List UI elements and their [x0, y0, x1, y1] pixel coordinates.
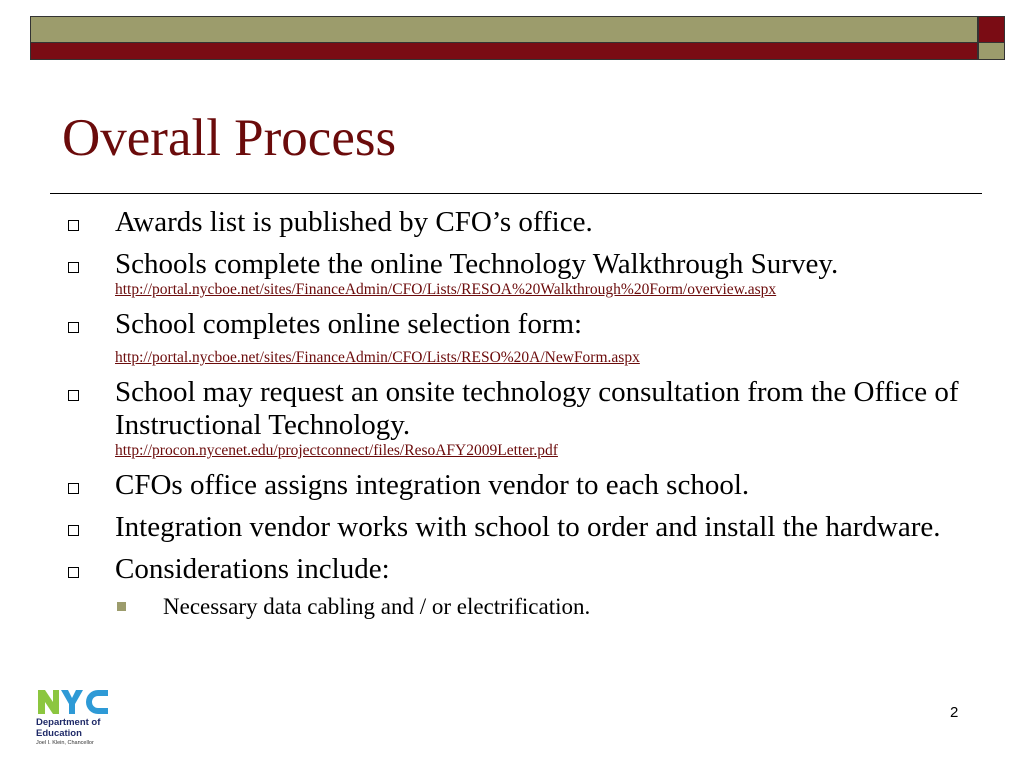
logo-education-line: Education [36, 728, 82, 739]
decor-corner-maroon [978, 16, 1005, 43]
sub-bullet-text: Necessary data cabling and / or electrification. [163, 594, 591, 619]
filled-square-bullet-icon [117, 602, 126, 611]
walkthrough-form-link[interactable]: http://portal.nycboe.net/sites/FinanceAdmin/CFO/Lists/RESOA%20Walkthrough%20Form/overview.aspx [115, 281, 777, 298]
bullet-item [68, 308, 998, 367]
hollow-square-bullet-icon [68, 322, 79, 333]
bullet-item [68, 248, 998, 299]
bullet-text: Awards list is published by CFO’s office. [115, 206, 593, 238]
selection-form-link[interactable]: http://portal.nycboe.net/sites/FinanceAdmin/CFO/Lists/RESO%20A/NewForm.aspx [115, 349, 640, 366]
decor-band-maroon [30, 43, 978, 60]
decor-band-olive [30, 16, 978, 43]
top-decor-band [30, 16, 978, 60]
logo-department-line: Department of [36, 717, 101, 728]
bullet-text: CFOs office assigns integration vendor to each school. [115, 469, 750, 501]
bullet-text: Integration vendor works with school to order and install the hardware. [115, 511, 941, 543]
bullet-item [68, 511, 998, 544]
title-divider [50, 193, 982, 194]
decor-corner-olive [978, 43, 1005, 60]
reso-letter-link[interactable]: http://procon.nycenet.edu/projectconnect/files/ResoAFY2009Letter.pdf [115, 442, 558, 459]
hollow-square-bullet-icon [68, 220, 79, 231]
bullet-text: Schools complete the online Technology Walkthrough Survey. [115, 248, 839, 280]
bullet-item [68, 469, 998, 502]
bullet-text: School may request an onsite technology consultation from the Office of Instructional Technology. [115, 376, 959, 441]
hollow-square-bullet-icon [68, 483, 79, 494]
hollow-square-bullet-icon [68, 390, 79, 401]
hollow-square-bullet-icon [68, 525, 79, 536]
logo-chancellor-line: Joel I. Klein, Chancellor [36, 740, 94, 746]
bullet-item [68, 206, 998, 239]
bullet-item [68, 553, 998, 620]
sub-bullet-item [115, 594, 998, 620]
slide-title: Overall Process [62, 109, 397, 167]
sub-bullet-list [115, 594, 998, 620]
bullet-item [68, 376, 998, 460]
page-number: 2 [950, 704, 959, 721]
bullet-text: Considerations include: [115, 553, 390, 585]
hollow-square-bullet-icon [68, 262, 79, 273]
hollow-square-bullet-icon [68, 567, 79, 578]
bullet-list [68, 206, 998, 629]
bullet-text: School completes online selection form: [115, 308, 583, 340]
